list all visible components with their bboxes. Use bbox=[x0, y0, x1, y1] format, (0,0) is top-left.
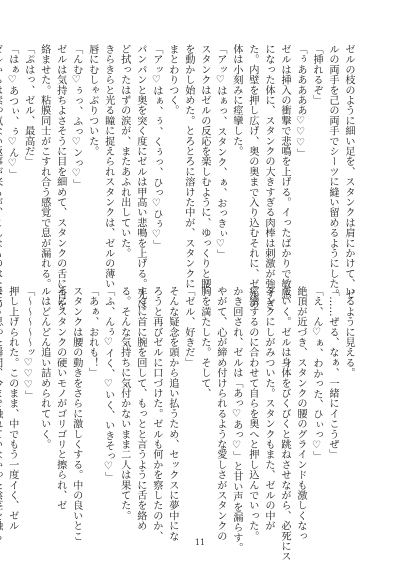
upper-text-block: ゼルの枝のように細い足を、スタンクは肩にかけて、ゼ ルの両手を己の両手でシーツに縫い留めるようにした。 「挿れるぞ」 「ぅあああああ♡♡♡」 ゼルは挿入の衝撃で悲鳴を上げる。イったばかりで敏感 になった体に、スタンクの大きすぎる肉棒は刺激が強すぎ た。内壁を押し広げ、奥の奥まで入り込むそれに、ゼルの 体は小刻みに痙攣した。 「アッ♡はぁっ、スタンク、ぁ、おっきぃ♡」 スタンクはゼルの反応を楽しむように、ゆっくりと腰 を動かし始めた。とろとろに溶けた中が、スタンクに まとわりつく。 「アッ♡はぁ、ぅ、くぅっ、ひっ♡ひぅ♡」 パンパンと奥を突く度にゼルは甲高い悲鳴を上げる。先ほ ど拭ったはずの涙が、またあふれ出していた。 きらきらと光る瞳に捉えられスタンクは、ゼルの薄い 唇にむしゃぶりついた。 「んむ♡ぅっ、ふっ♡ンっ♡」 ゼルは気持ちよさそうに目を細めて、スタンクの舌に舌を 絡ませた。粘膜同士がこすれ合う感覚で息が漏れる。 「ぷはっ、ゼル、最高だ」 「はぁ♡あつぃ、ぅ♡ん♡」 bbox=[6, 44, 354, 310]
lower-text-block: いるように見える。 「……ぜる、なぁ、一緒にイこうぜ」 「え、ん♡ぁ、わかった、ひぃっ♡」 絶頂が近づき、スタンクの腰のグラインドも激しくなっ ていく。ゼルは身体をびくびくと跳ねさせながら、必死にス タンクにしがみついた。スタンクもまた、ゼルの中が 痙攣するのに合わせて自らを奥へと押し込んでいった。 かき回され、ゼルは「あっ♡あっ♡」と甘い声を漏らす。 やがて、心が締め付けられるような愛しさがスタンクの 胸を満たした。そして、 「ゼル、好きだ」 そんな疑念を頭から追い払うため、セックスに夢中にな ろうと再びゼルに口づけた。ゼルも何かを察したのか、 すぐに首に腕を回して、もっとと言うように舌を絡め る。そんな気持ちに気付かないまま二人は果てた。 「ふ、んぅ♡イく、♡いく、いきそっ♡」 「あぁ、おれも！」 スタンクは腰の動きをさらに激しくする。中の良いとこ ろにスタンクの硬いモノがゴリゴリと擦られ、ゼ ルはどんどん追い詰められていく。 「〜〜〜〜〜ッ♡♡♡」 押し上げられた。このまま、中でもう一度イく、ゼル bbox=[6, 286, 354, 561]
page-number: 11 bbox=[194, 538, 206, 547]
